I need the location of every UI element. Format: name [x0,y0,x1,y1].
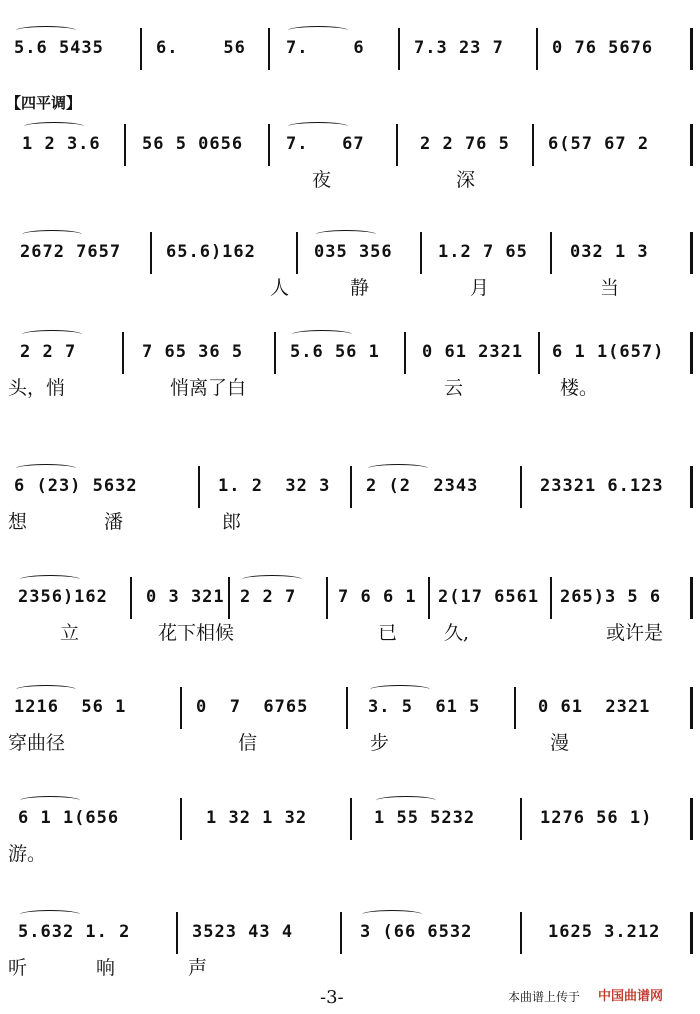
lyric-word: 楼。 [560,377,599,399]
barline [690,232,693,274]
slur-mark [242,575,302,584]
barline [198,466,200,508]
lyric-word: 月 [470,277,490,299]
measure-notes: 1.2 7 65 [438,242,528,262]
lyrics-row [0,374,700,402]
lyric-word: 久, [444,622,470,644]
slur-mark [370,685,430,694]
barline [350,798,352,840]
lyric-word: 当 [600,277,620,299]
barline [690,332,693,374]
lyric-word: 花下相候 [158,622,235,644]
measure-notes: 5.632 1. 2 [18,922,131,942]
measure-notes: 6 (23) 5632 [14,476,138,496]
slur-mark [20,910,80,919]
measure-notes: 56 5 0656 [142,134,244,154]
measure-notes: 1 2 3.6 [22,134,101,154]
barline [690,577,693,619]
measure-notes: 2356)162 [18,587,108,607]
barline [228,577,230,619]
site-logo: 中国曲谱网 [598,988,664,1003]
lyric-word: 信 [238,732,258,754]
barline [550,232,552,274]
lyric-word: 已 [378,622,398,644]
lyric-word: 悄离了白 [170,377,247,399]
barline [268,28,270,70]
measure-notes: 65.6)162 [166,242,256,262]
barline [536,28,538,70]
measure-notes: 3. 5 61 5 [368,697,481,717]
measure-notes: 3 (66 6532 [360,922,473,942]
barline [420,232,422,274]
barline [326,577,328,619]
measure-notes: 6 1 1(657) [552,342,665,362]
lyric-word: 漫 [550,732,570,754]
lyric-word: 郎 [222,511,242,533]
lyric-word: 步 [370,732,390,754]
measure-notes: 1625 3.212 [548,922,661,942]
barline [346,687,348,729]
measure-notes: 3523 43 4 [192,922,294,942]
slur-mark [288,122,348,131]
lyrics-row [0,70,700,98]
measure-notes: 0 61 2321 [538,697,651,717]
measure-notes: 5.6 56 1 [290,342,380,362]
measure-notes: 1276 56 1) [540,808,653,828]
measure-notes: 2(17 6561 [438,587,540,607]
measure-notes: 6. 56 [156,38,246,58]
barline [296,232,298,274]
lyric-word: 人 [270,277,290,299]
measure-notes: 2 (2 2343 [366,476,479,496]
measure-notes: 0 61 2321 [422,342,524,362]
source-text: 本曲谱上传于 [508,990,581,1004]
lyrics-row [0,274,700,302]
measure-notes: 7.3 23 7 [414,38,504,58]
lyric-word: 立 [60,622,80,644]
barline [428,577,430,619]
lyrics-row [0,166,700,194]
barline [130,577,132,619]
barline [274,332,276,374]
barline [398,28,400,70]
measure-notes: 035 356 [314,242,393,262]
lyrics-row [0,840,700,868]
lyric-word: 想 [8,511,28,533]
lyrics-row [0,954,700,982]
barline [180,798,182,840]
section-label: 【四平调】 [6,94,82,112]
slur-mark [24,122,84,131]
lyric-word: 头，悄 [8,377,66,399]
slur-mark [368,464,428,473]
slur-mark [16,26,76,35]
measure-notes: 2 2 7 [240,587,297,607]
barline [124,124,126,166]
lyric-word: 或许是 [606,622,664,644]
slur-mark [16,464,76,473]
lyric-word: 听 [8,957,28,979]
lyric-word: 深 [456,169,476,191]
measure-notes: 7. 67 [286,134,365,154]
barline [180,687,182,729]
lyrics-row [0,619,700,647]
measure-notes: 0 3 321 [146,587,225,607]
slur-mark [22,230,82,239]
measure-notes: 2 2 7 [20,342,77,362]
barline [690,798,693,840]
measure-notes: 1 55 5232 [374,808,476,828]
barline [690,124,693,166]
barline [532,124,534,166]
measure-notes: 23321 6.123 [540,476,664,496]
barline [520,912,522,954]
barline [350,466,352,508]
barline [690,912,693,954]
slur-mark [16,685,76,694]
barline [514,687,516,729]
measure-notes: 6 1 1(656 [18,808,120,828]
barline [140,28,142,70]
measure-notes: 1216 56 1 [14,697,127,717]
lyric-word: 云 [444,377,464,399]
slur-mark [20,575,80,584]
barline [122,332,124,374]
measure-notes: 0 7 6765 [196,697,309,717]
slur-mark [316,230,376,239]
measure-notes: 7 6 6 1 [338,587,417,607]
barline [538,332,540,374]
barline [690,28,693,70]
measure-notes: 0 76 5676 [552,38,654,58]
lyric-word: 声 [188,957,208,979]
barline [404,332,406,374]
barline [520,466,522,508]
lyric-word: 游。 [8,843,47,865]
measure-notes: 5.6 5435 [14,38,104,58]
lyric-word: 穿曲径 [8,732,66,754]
page-number: -3- [320,987,344,1008]
slur-mark [22,330,82,339]
barline [176,912,178,954]
barline [396,124,398,166]
measure-notes: 7. 6 [286,38,365,58]
lyrics-row [0,508,700,536]
measure-notes: 265)3 5 6 [560,587,662,607]
measure-notes: 032 1 3 [570,242,649,262]
measure-notes: 1 32 1 32 [206,808,308,828]
slur-mark [292,330,352,339]
barline [690,466,693,508]
barline [550,577,552,619]
measure-notes: 6(57 67 2 [548,134,650,154]
slur-mark [20,796,80,805]
barline [690,687,693,729]
barline [150,232,152,274]
slur-mark [362,910,422,919]
slur-mark [376,796,436,805]
lyric-word: 响 [96,957,116,979]
lyrics-row [0,729,700,757]
lyric-word: 静 [350,277,370,299]
measure-notes: 7 65 36 5 [142,342,244,362]
measure-notes: 1. 2 32 3 [218,476,331,496]
slur-mark [288,26,348,35]
barline [268,124,270,166]
lyric-word: 潘 [104,511,124,533]
measure-notes: 2 2 76 5 [420,134,510,154]
lyric-word: 夜 [312,169,332,191]
barline [340,912,342,954]
measure-notes: 2672 7657 [20,242,122,262]
barline [520,798,522,840]
